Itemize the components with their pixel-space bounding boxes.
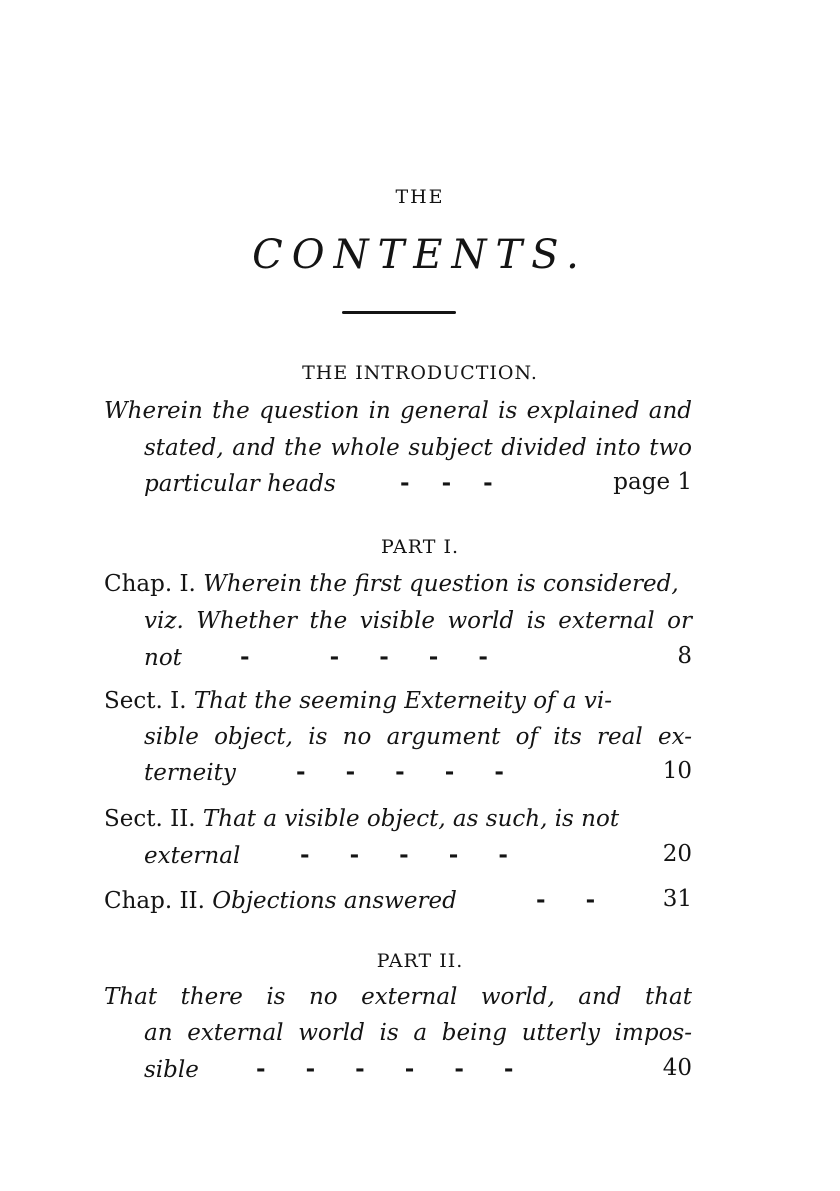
introduction-page: page 1	[613, 469, 692, 495]
sect2-entry	[104, 804, 692, 834]
chap2-entry	[104, 886, 457, 916]
sect2-label: Sect. II.	[104, 806, 196, 832]
part2-line-1: That there is no external world, and that	[104, 984, 692, 1010]
chap1-line-1: Wherein the first question is considered,	[203, 571, 679, 597]
sect1-line-2: sible object, is no argument of its real ex-	[144, 724, 692, 750]
introduction-line-3: particular heads	[144, 471, 336, 497]
sect2-page: 20	[662, 841, 692, 867]
chap1-dashes: - - - - -	[240, 643, 488, 670]
part2-line-2: an external world is a being utterly impos-	[144, 1020, 692, 1046]
chap1-line-3: not	[144, 645, 182, 671]
part2-page: 40	[662, 1055, 692, 1081]
part2-heading: PART II.	[376, 950, 464, 972]
page-title: CONTENTS.	[252, 232, 588, 278]
part1-heading: PART I.	[381, 536, 459, 558]
chap2-page: 31	[662, 886, 692, 912]
introduction-line-1: Wherein the question in general is explained and	[104, 398, 692, 424]
sect2-dashes: - - - - -	[300, 841, 508, 868]
pre-title: THE	[395, 186, 445, 208]
sect2-line-2: external	[144, 843, 241, 869]
introduction-dashes: - - -	[400, 469, 493, 496]
part2-line-3: sible	[144, 1057, 199, 1083]
chap1-page: 8	[677, 643, 692, 669]
sect1-line-3: terneity	[144, 760, 236, 786]
title-rule	[342, 311, 456, 314]
part2-dashes: - - - - - -	[256, 1055, 514, 1082]
sect1-page: 10	[662, 758, 692, 784]
chap1-label: Chap. I.	[104, 571, 196, 597]
sect1-label: Sect. I.	[104, 688, 187, 714]
chap2-dashes: - -	[536, 886, 596, 913]
chap2-label: Chap. II.	[104, 888, 205, 914]
sect1-line-1: That the seeming Externeity of a vi-	[193, 688, 613, 714]
sect2-line-1: That a visible object, as such, is not	[202, 806, 620, 832]
chap1-line-2: viz. Whether the visible world is external or	[144, 608, 692, 634]
introduction-heading: THE INTRODUCTION.	[302, 362, 538, 384]
chap2-text: Objections answered	[212, 888, 457, 914]
introduction-line-2: stated, and the whole subject divided into two	[144, 435, 692, 461]
chap1-entry	[104, 569, 692, 599]
sect1-dashes: - - - - -	[296, 758, 504, 785]
sect1-entry	[104, 686, 692, 716]
